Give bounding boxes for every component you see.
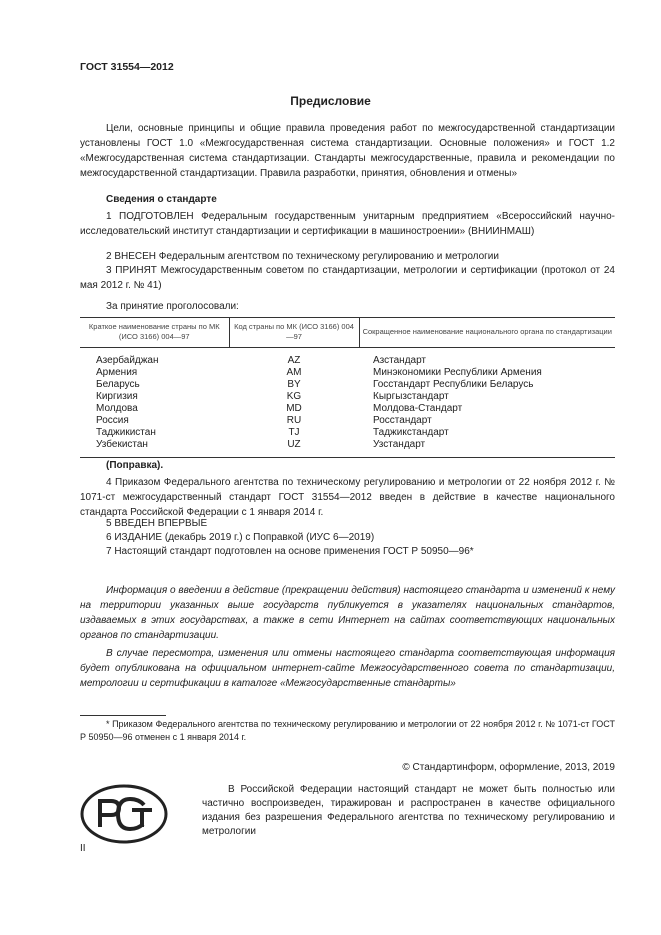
country-code: BY	[287, 379, 301, 390]
header-country-name: Краткое наименование страны по МК (ИСО 3166) 004—97	[80, 318, 229, 348]
header-national-body: Сокращенное наименование национального органа по стандартизации	[359, 318, 615, 348]
item-submitted: 2 ВНЕСЕН Федеральным агентством по техническому регулированию и метрологии	[106, 251, 499, 262]
item-enacted: 4 Приказом Федерального агентства по техническому регулированию и метрологии от 22 ноября 2012 г. № 1071-ст межгосударственный стандарт ГОСТ 31554—2012 введен в действие в качестве национального стандарта Российской Федерации с 1 января 2014 г.	[80, 477, 615, 518]
publication-info-paragraph: Информация о введении в действие (прекращении действия) настоящего стандарта и изменений к нему на территории указанных выше государств публикуется в указателях национальных стандартов, издаваемых в этих государствах, а также в сети Интернет на сайтах соответствующих национальных органов по стандартизации.	[80, 585, 615, 641]
country-code: MD	[286, 403, 302, 414]
standard-info-heading: Сведения о стандарте	[106, 194, 217, 205]
table-row	[80, 391, 615, 403]
rst-certification-mark-icon	[80, 783, 168, 845]
table-row	[80, 348, 615, 368]
country-name: Молдова	[96, 403, 138, 414]
national-body: Азстандарт	[373, 355, 427, 366]
country-code: UZ	[229, 439, 359, 458]
header-country-code: Код страны по МК (ИСО 3166) 004—97	[229, 318, 359, 348]
votes-intro: За принятие проголосовали:	[106, 301, 239, 312]
footnote: * Приказом Федерального агентства по техническому регулированию и метрологии от 22 ноября 2012 г. № 1071-ст ГОСТ Р 50950—96 отменен с 1 января 2014 г.	[80, 719, 615, 742]
country-name: Армения	[96, 367, 138, 378]
table-header-row	[80, 318, 615, 348]
footnote-divider	[80, 715, 166, 716]
country-name: Беларусь	[96, 379, 140, 390]
national-body: Кыргызстандарт	[373, 391, 449, 402]
national-body: Минэкономики Республики Армения	[373, 367, 542, 378]
country-code: KG	[286, 391, 302, 402]
table-row	[80, 379, 615, 391]
country-name: Киргизия	[96, 391, 138, 402]
country-name: Узбекистан	[80, 439, 229, 458]
table-row	[80, 427, 615, 439]
item-prepared: 1 ПОДГОТОВЛЕН Федеральным государственным унитарным предприятием «Всероссийский научно-исследовательский институт стандартизации и сертификации в машиностроении» (ВНИИНМАШ)	[80, 211, 615, 237]
item-first-introduced: 5 ВВЕДЕН ВПЕРВЫЕ	[106, 518, 208, 529]
item-edition: 6 ИЗДАНИЕ (декабрь 2019 г.) с Поправкой (ИУС 6—2019)	[106, 532, 375, 543]
table-row	[80, 367, 615, 379]
page-number: II	[80, 843, 86, 854]
country-name: Россия	[96, 415, 129, 426]
table-row	[80, 403, 615, 415]
table-row	[80, 439, 615, 458]
reproduction-notice: В Российской Федерации настоящий стандарт не может быть полностью или частично воспроизведен, тиражирован и распространен в качестве официального издания без разрешения Федерального агентства по техническому регулированию и метрологии	[202, 784, 615, 837]
country-code: AZ	[287, 355, 301, 366]
document-header: ГОСТ 31554—2012	[80, 61, 174, 73]
copyright: © Стандартинформ, оформление, 2013, 2019	[402, 762, 615, 773]
country-code: RU	[286, 415, 302, 426]
national-body: Молдова-Стандарт	[373, 403, 463, 414]
item-adopted: 3 ПРИНЯТ Межгосударственным советом по стандартизации, метрологии и сертификации (протокол от 24 мая 2012 г. № 41)	[80, 265, 615, 291]
country-name: Таджикистан	[96, 427, 156, 438]
intro-paragraph: Цели, основные принципы и общие правила проведения работ по межгосударственной стандартизации установлены ГОСТ 1.0 «Межгосударственная система стандартизации. Основные положения» и ГОСТ 1.2 «Межгосударственная система стандартизации. Стандарты межгосударственные, правила и рекомендации по межгосударственной стандартизации. Правила разработки, принятия, обновления и отмены»	[80, 123, 615, 179]
amendment-label: (Поправка).	[106, 460, 164, 471]
country-code: AM	[286, 367, 302, 378]
revision-info-paragraph: В случае пересмотра, изменения или отмены настоящего стандарта соответствующая информация будет опубликована на официальном интернет-сайте Межгосударственного совета по стандартизации, метрологии и сертификации в каталоге «Межгосударственные стандарты»	[80, 648, 615, 689]
national-body: Росстандарт	[373, 415, 432, 426]
table-row	[80, 415, 615, 427]
national-body: Таджикстандарт	[373, 427, 449, 438]
national-body: Госстандарт Республики Беларусь	[373, 379, 534, 390]
item-based-on: 7 Настоящий стандарт подготовлен на основе применения ГОСТ Р 50950—96*	[106, 546, 474, 557]
country-name: Азербайджан	[96, 355, 159, 366]
votes-table	[80, 317, 615, 458]
national-body: Узстандарт	[359, 439, 615, 458]
country-code: TJ	[288, 427, 300, 438]
page-title: Предисловие	[290, 94, 371, 108]
